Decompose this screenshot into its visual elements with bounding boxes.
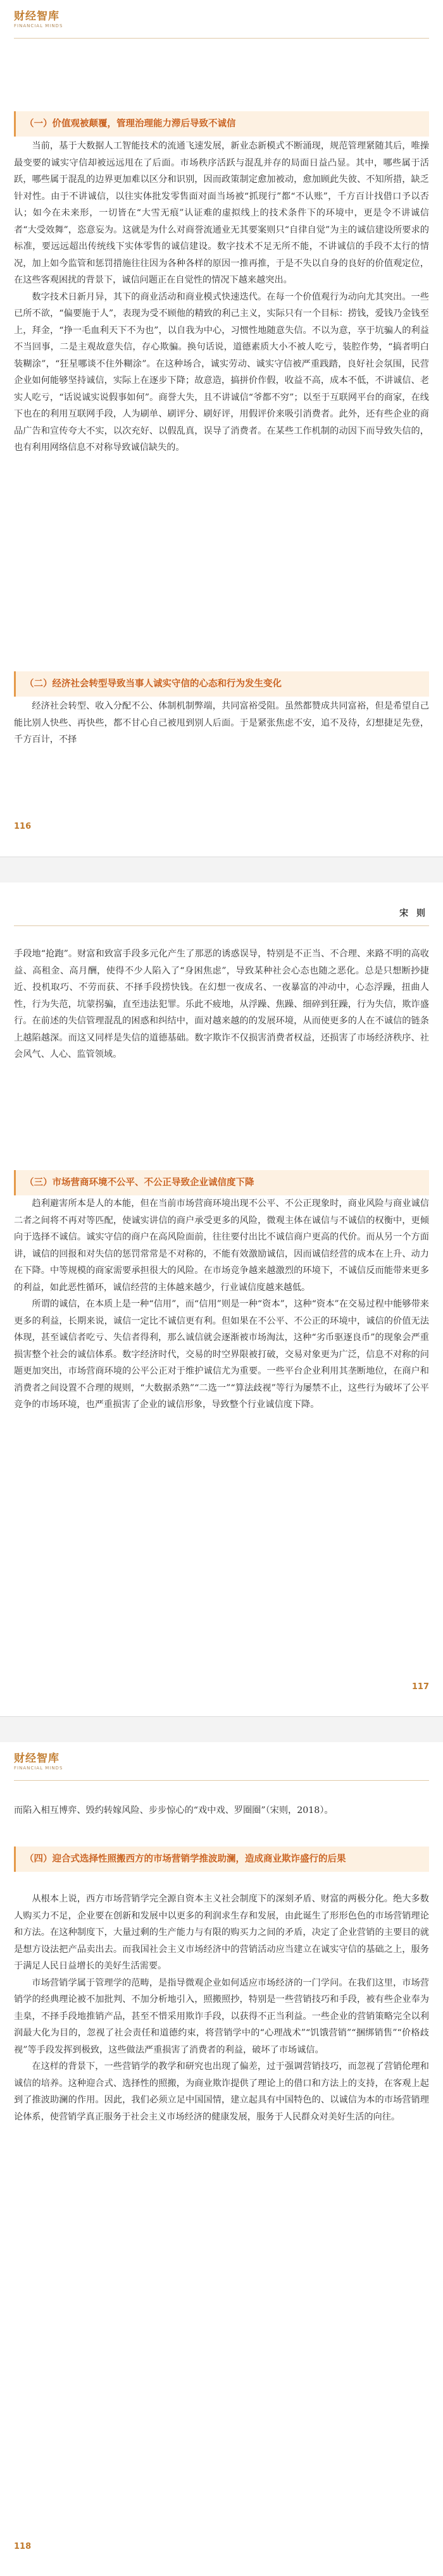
paragraph: 从根本上说，西方市场营销学完全源自资本主义社会制度下的深刻矛盾、财富的两极分化。绝大多数人购买力不足，企业要在创新和发展中以更多的利润求生存和发展，由此诞生了形形色色的市场营销理论和方法。在这种制度下，大量过剩的生产能力与有限的购买力之间的矛盾，决定了企业营销的主要目的就是想方设法把产品卖出去。而我国社会主义市场经济中的营销活动应当建立在诚实守信的基础之上，服务于满足人民日益增长的美好生活需要。 bbox=[14, 1894, 429, 1971]
journal-masthead bbox=[14, 11, 63, 28]
section-heading-3: （三）市场营商环境不公平、不公正导致企业诚信度下降 bbox=[14, 1170, 429, 1195]
body-text bbox=[14, 1195, 429, 1413]
paragraph: 市场营销学属于管理学的范畴，是指导微观企业如何适应市场经济的一门学问。在我们这里，市场营销学的经典理论被不加批判、不加分析地引入，照搬照抄，特别是一些营销技巧和手段，被有些企业奉为圭臬，不择手段地推销产品，甚至不惜采用欺诈手段，以获得不正当利益。一些企业的营销策略完全以利润最大化为目的，忽视了社会责任和道德约束，将营销学中的“心理战术”“饥饿营销”“捆绑销售”“价格歧视”等手段发挥到极致，这些做法严重损害了消费者的利益，破坏了市场诚信。 bbox=[14, 1977, 429, 2055]
body-text bbox=[14, 1891, 429, 2125]
paragraph: 趋利避害所本是人的本能，但在当前市场营商环境出现不公平、不公正现象时，商业风险与商业诚信二者之间将不再对等匹配，使诚实讲信的商户承受更多的风险，微观主体在诚信与不诚信的权衡中，更倾向于选择不诚信。诚实守信的商户在高风险面前，往往要付出比不诚信商户更高的代价。而从另一个方面讲，诚信的回报和对失信的惩罚常常是不对称的，不能有效激励诚信，因而诚信经营的成本在上升、动力在下降。中等规模的商家需要承担很大的风险。在市场竞争越来越激烈的环境下，不诚信反而能带来更多的利益，如此恶性循环，诚信经营的主体越来越少，行业诚信度越来越低。 bbox=[14, 1199, 429, 1293]
body-text bbox=[14, 138, 429, 456]
body-text bbox=[14, 1802, 429, 1819]
paragraph: 手段地“抢跑”。财富和致富手段多元化产生了那恶的诱惑误导，特别是不正当、不合理、来路不明的高收益、高租金、高月酬，使得不少人陷入了“身困焦虑”，导致某种社会心态也随之恶化。总是只想断抄捷近、投机取巧、不劳而获、不择手段捞快钱。在幻想一夜成名、一夜暴富的冲动中，心态浮躁，扭曲人性，行为失范，坑蒙拐骗，直至违法犯罪。乐此不疲地，从浮躁、焦躁、细碎到狂躁，行为失信，欺诈盛行。在前述的失信管理混乱的困惑和纠结中，面对越来越的的发展环境，从而使更多的人在不诚信的链条上越陷越深。而这又同样是失信的道德基础。数字欺诈不仅损害消费者权益，还损害了市场经济秩序、社会风气、人心、监管领域。 bbox=[14, 949, 429, 1059]
paragraph: 在这样的背景下，一些营销学的教学和研究也出现了偏差，过于强调营销技巧，而忽视了营销伦理和诚信的培养。这种迎合式、选择性的照搬，为商业欺诈提供了理论上的借口和方法上的支持，在客观上起到了推波助澜的作用。因此，我们必须立足中国国情，建立起具有中国特色的、以诚信为本的市场营销理论体系，使营销学真正服务于社会主义市场经济的健康发展，服务于人民群众对美好生活的向往。 bbox=[14, 2061, 429, 2122]
section-heading-4: （四）迎合式选择性照搬西方的市场营销学推波助澜，造成商业欺诈盛行的后果 bbox=[14, 1847, 429, 1872]
paragraph: 经济社会转型、收入分配不公、体制机制弊端，共同富裕受阻。虽然都赞成共同富裕，但是希望自己能比别人快些、再快些，都不甘心自己被甩到别人后面。于是紧张焦虑不安，追不及待，幻想捷足先登，千方百计，不择 bbox=[14, 701, 429, 745]
journal-subtitle: FINANCIAL MINDS bbox=[14, 23, 63, 28]
page-gap bbox=[0, 857, 443, 882]
journal-name: 财经智库 bbox=[14, 1752, 59, 1765]
paragraph: 所谓的诚信，在本质上是一种“信用”，而“信用”则是一种“资本”，这种“资本”在交易过程中能够带来更多的利益，长期来说，诚信一定比不诚信更有利。但如果在不公平、不公正的环境中，诚信的价值无法体现，甚至诚信者吃亏、失信者得利，那么诚信就会逐渐被市场淘汰，这种“劣币驱逐良币”的现象会严重损害整个社会的诚信体系。数字经济时代，交易的时空界限被打破，交易对象更为广泛，信息不对称的问题更加突出，市场营商环境的公平公正对于维护诚信尤为重要。一些平台企业利用其垄断地位，在商户和消费者之间设置不合理的规则，“大数据杀熟”“二选一”“算法歧视”等行为屡禁不止，这些行为破坏了公平竞争的市场环境，也严重损害了企业的诚信形象，导致整个行业诚信度下降。 bbox=[14, 1299, 429, 1410]
section-heading-1: （一）价值观被颠覆，管理治理能力滞后导致不诚信 bbox=[14, 111, 429, 137]
journal-subtitle: FINANCIAL MINDS bbox=[14, 1766, 63, 1771]
page-117 bbox=[0, 857, 443, 1716]
section-heading-2: （二）经济社会转型导致当事人诚实守信的心态和行为发生变化 bbox=[14, 671, 429, 697]
header-rule bbox=[14, 925, 429, 926]
page-116 bbox=[0, 0, 443, 857]
running-header-author: 宋 则 bbox=[399, 908, 428, 919]
page-number: 118 bbox=[14, 2542, 32, 2551]
header-rule bbox=[14, 1780, 429, 1781]
paragraph: 数字技术日新月异，其下的商业活动和商业模式快速迭代。在每一个价值观行为动向尤其突出。一些已所不欲，“偏要施于人”，表现为受不顾他的精致的利己主义，实际只有一个目标：捞钱，爱钱乃金钱至上，拜金，“挣一毛血利天下不为也”，以自我为中心，习惯性地随意失信。不以为意，享于坑骗人的利益不当回事，二是主观故意失信，存心欺骗。换句话说，道德素质大小不被人吃亏，装腔作势，“搞者明白装糊涂”，“狂星哪谈不住外糊涂”。在这种场合，诚实劳动、诚实守信被严重践踏，良好社会氛围，民营企业如何能够坚持诚信，实际上在逐步下降；故意造，搞拼价作假，收益不高，成本不低，不讲诚信、老实人吃亏，“话说诚实说假事如何”。商誉大失，且不讲诚信“爷都不穷”；以至于互联网平台的商家，在线下也在的利用互联网手段，人为刷单、刷评分、刷好评，用假评价来吸引消费者。此外，还有些企业的商品广告和宣传夸大不实，以次充好、以假乱真，误导了消费者。在某些工作机制的动因下而导致失信的，也有利用网络信息不对称导致诚信缺失的。 bbox=[14, 291, 429, 453]
body-text bbox=[14, 946, 429, 1063]
page-number: 116 bbox=[14, 822, 32, 831]
page-number: 117 bbox=[411, 1682, 429, 1692]
paragraph: 当前，基于大数据人工智能技术的流通飞速发展，新业态新模式不断涌现，规范管理紧随其后，唯操最变要的诚实守信却被远远甩在了后面。市场秩序活跃与混乱并存的局面日益凸显。其中，哪些属于活跃，哪些属于混乱的边界更加难以区分和识别，因而政策制定愈加被动，愈加顾此失彼、不知所措，缺乏针对性。由于不讲诚信，以往实体批发零售面对面当场被“抓现行”都“不认账”，千方百计找借口予以否认；如今在未来形，一切皆在“大雪无痕”认证难的虚拟线上的技术条件下的环境中，更是令不讲诚信者“大受效舞”，恣意妄为。这就是为什么对商誉流通业无其要案则只“自律自觉”为主的诚信建设所要求的标准，要远远超出传统线下实体零售的诚信建设。数字技术不足无所不能，不讲诚信的手段不太行的情况，加上如今监管和惩罚措施往往因为各种各样的原因一推再推，于是不失以自身的良好的价值观定位，在这些客观困扰的背景下，诚信问题正在自觉性的情况下越来越突出。 bbox=[14, 141, 429, 285]
body-text bbox=[14, 698, 429, 748]
header-rule bbox=[14, 38, 429, 39]
paragraph: 而陷入相互博弈、毁约转嫁风险、步步惊心的“戏中戏、罗圈圈”（宋则，2018）。 bbox=[14, 1805, 334, 1816]
journal-name: 财经智库 bbox=[14, 10, 59, 23]
page-gap bbox=[0, 1717, 443, 1742]
journal-masthead bbox=[14, 1754, 63, 1771]
page-118 bbox=[0, 1716, 443, 2576]
